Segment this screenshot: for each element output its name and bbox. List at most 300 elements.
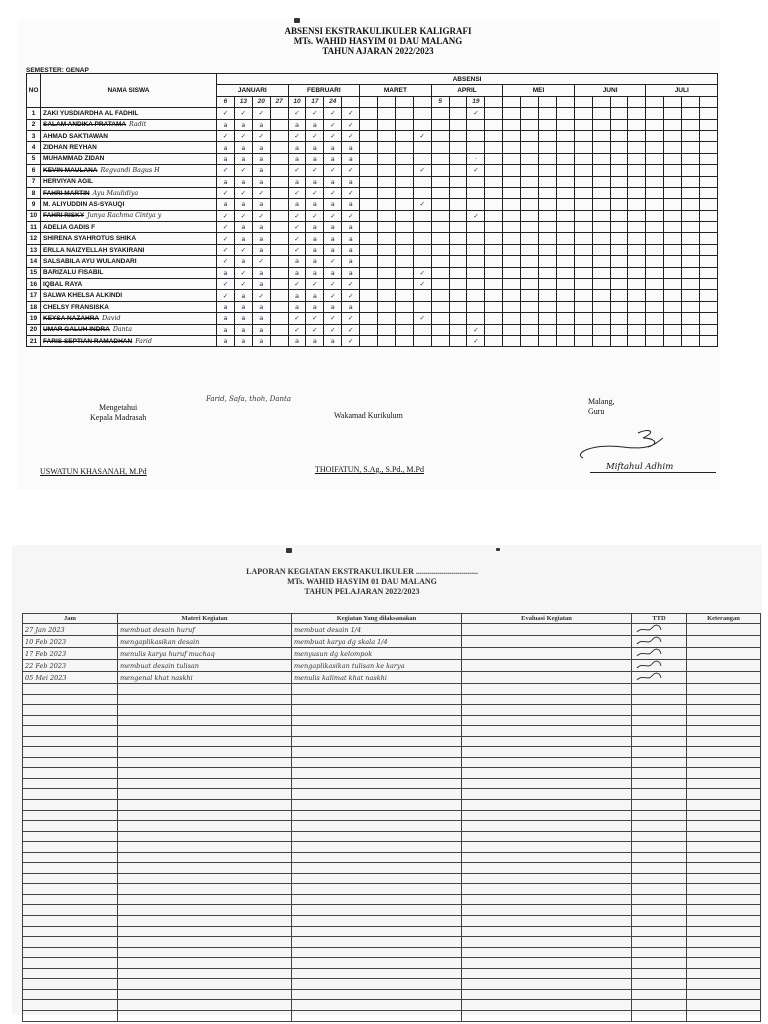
report-row <box>23 810 761 821</box>
attendance-mark <box>395 335 413 346</box>
attendance-mark <box>592 335 610 346</box>
signature-block-teacher <box>588 397 614 417</box>
report-evaluasi-cell <box>462 989 632 1000</box>
report-row <box>23 937 761 948</box>
attendance-mark <box>592 119 610 130</box>
attendance-mark <box>610 222 628 233</box>
report-ttd-cell <box>632 958 687 969</box>
report-evaluasi-cell <box>462 705 632 716</box>
report-row <box>23 715 761 726</box>
student-no: 16 <box>27 279 41 290</box>
attendance-mark <box>646 142 664 153</box>
attendance-mark <box>431 301 449 312</box>
student-name: KEVIN MAULANA <box>43 166 98 174</box>
attendance-mark: ✓ <box>217 233 235 244</box>
month-header: MARET <box>360 85 432 96</box>
principal-name: USWATUN KHASANAH, M.Pd <box>40 467 147 476</box>
attendance-mark: a <box>217 313 235 324</box>
attendance-mark <box>610 290 628 301</box>
attendance-mark <box>431 222 449 233</box>
attendance-mark: ✓ <box>342 279 360 290</box>
attendance-mark <box>682 279 700 290</box>
report-materi-cell <box>118 873 292 884</box>
report-row <box>23 1000 761 1011</box>
attendance-mark <box>700 108 718 119</box>
attendance-mark: a <box>252 324 270 335</box>
attendance-mark <box>574 256 592 267</box>
report-keterangan-cell <box>687 979 761 990</box>
attendance-mark <box>521 233 539 244</box>
attendance-mark <box>610 267 628 278</box>
attendance-mark <box>682 301 700 312</box>
acknowledged-label: Mengetahui <box>98 403 138 412</box>
attendance-mark: a <box>324 222 342 233</box>
date-cell: 19 <box>467 96 485 107</box>
replacement-name: Ayu Maulidiya <box>92 189 139 197</box>
report-evaluasi-cell <box>462 1010 632 1021</box>
attendance-mark <box>574 290 592 301</box>
report-keterangan-cell <box>687 757 761 768</box>
date-cell <box>628 96 646 107</box>
attendance-mark <box>449 313 467 324</box>
attendance-mark <box>610 313 628 324</box>
attendance-mark: a <box>306 153 324 164</box>
attendance-mark: ✓ <box>342 165 360 176</box>
attendance-mark <box>449 222 467 233</box>
attendance-mark <box>592 233 610 244</box>
attendance-mark <box>521 222 539 233</box>
attendance-mark <box>467 142 485 153</box>
attendance-mark <box>664 130 682 141</box>
attendance-mark: a <box>306 301 324 312</box>
report-year: TAHUN PELAJARAN 2022/2023 <box>304 587 420 596</box>
attendance-mark <box>646 199 664 210</box>
attendance-mark <box>413 187 431 198</box>
report-materi-cell <box>118 926 292 937</box>
attendance-mark <box>413 108 431 119</box>
attendance-mark <box>682 244 700 255</box>
attendance-mark <box>449 142 467 153</box>
attendance-mark <box>360 199 378 210</box>
attendance-mark <box>539 130 557 141</box>
report-row <box>23 979 761 990</box>
attendance-mark <box>503 256 521 267</box>
attendance-mark: a <box>324 176 342 187</box>
report-row <box>23 672 761 684</box>
attendance-mark: ✓ <box>288 130 306 141</box>
report-row <box>23 789 761 800</box>
attendance-mark: ✓ <box>306 279 324 290</box>
report-evaluasi-cell <box>462 852 632 863</box>
replacement-name: Danta <box>112 326 132 334</box>
attendance-mark <box>521 301 539 312</box>
attendance-mark: ✓ <box>288 108 306 119</box>
attendance-mark <box>503 142 521 153</box>
attendance-mark <box>360 267 378 278</box>
report-materi-cell <box>118 715 292 726</box>
student-name-cell <box>41 222 217 233</box>
report-ttd-cell <box>632 736 687 747</box>
attendance-mark: a <box>217 119 235 130</box>
attendance-mark <box>682 233 700 244</box>
attendance-mark <box>449 199 467 210</box>
attendance-mark <box>360 130 378 141</box>
attendance-mark <box>574 119 592 130</box>
attendance-mark <box>646 290 664 301</box>
student-no: 3 <box>27 130 41 141</box>
attendance-mark <box>682 222 700 233</box>
attendance-mark <box>485 222 503 233</box>
attendance-mark <box>270 210 288 221</box>
attendance-mark: a <box>288 335 306 346</box>
activity-report-sheet <box>12 545 762 1015</box>
attendance-mark <box>378 244 396 255</box>
attendance-mark <box>485 199 503 210</box>
report-keterangan-cell <box>687 705 761 716</box>
attendance-mark <box>556 199 574 210</box>
student-no: 5 <box>27 153 41 164</box>
date-cell: 27 <box>270 96 288 107</box>
report-row <box>23 831 761 842</box>
attendance-mark <box>664 267 682 278</box>
date-cell <box>503 96 521 107</box>
attendance-mark <box>521 324 539 335</box>
attendance-mark <box>610 199 628 210</box>
report-row <box>23 624 761 636</box>
attendance-mark <box>574 313 592 324</box>
report-kegiatan-cell <box>292 842 462 853</box>
student-name: ZAKI YUSDIARDHA AL FADHIL <box>43 109 139 117</box>
date-cell <box>574 96 592 107</box>
col-keterangan-header: Keterangan <box>687 614 761 624</box>
attendance-mark: a <box>234 153 252 164</box>
attendance-mark <box>413 301 431 312</box>
attendance-mark <box>485 301 503 312</box>
attendance-mark <box>628 187 646 198</box>
report-ttd-cell <box>632 863 687 874</box>
attendance-mark <box>485 313 503 324</box>
attendance-mark: a <box>342 301 360 312</box>
report-ttd-cell <box>632 873 687 884</box>
report-jam-cell <box>23 979 118 990</box>
attendance-mark <box>395 153 413 164</box>
report-kegiatan-cell <box>292 705 462 716</box>
attendance-mark <box>467 244 485 255</box>
attendance-mark <box>682 176 700 187</box>
attendance-mark <box>467 130 485 141</box>
report-materi-cell <box>118 768 292 779</box>
attendance-mark <box>431 290 449 301</box>
student-name: AHMAD SAKTIAWAN <box>43 132 108 140</box>
report-evaluasi-cell <box>462 884 632 895</box>
attendance-mark <box>360 324 378 335</box>
attendance-mark <box>628 130 646 141</box>
student-row <box>27 290 718 301</box>
student-no: 19 <box>27 313 41 324</box>
attendance-mark: a <box>217 199 235 210</box>
attendance-mark <box>431 313 449 324</box>
attendance-mark: a <box>217 142 235 153</box>
report-ttd-cell <box>632 1010 687 1021</box>
attendance-mark <box>628 222 646 233</box>
report-evaluasi-cell <box>462 660 632 672</box>
attendance-mark <box>270 119 288 130</box>
attendance-mark <box>700 142 718 153</box>
student-name: FAHRI MARTIN <box>43 189 90 197</box>
attendance-mark: a <box>288 301 306 312</box>
attendance-mark <box>413 290 431 301</box>
attendance-mark: ✓ <box>252 290 270 301</box>
attendance-mark: a <box>252 142 270 153</box>
attendance-mark: ✓ <box>306 313 324 324</box>
attendance-mark <box>700 222 718 233</box>
attendance-mark <box>467 279 485 290</box>
attendance-mark <box>646 256 664 267</box>
attendance-mark: ✓ <box>342 210 360 221</box>
attendance-mark: a <box>324 244 342 255</box>
attendance-mark: ✓ <box>324 290 342 301</box>
student-row <box>27 279 718 290</box>
student-no: 20 <box>27 324 41 335</box>
attendance-mark <box>449 301 467 312</box>
attendance-mark <box>700 279 718 290</box>
attendance-mark: a <box>306 142 324 153</box>
student-name: IQBAL RAYA <box>43 280 83 288</box>
attendance-mark <box>413 256 431 267</box>
attendance-mark <box>378 267 396 278</box>
attendance-mark <box>610 324 628 335</box>
report-keterangan-cell <box>687 905 761 916</box>
attendance-mark <box>646 267 664 278</box>
date-cell <box>485 96 503 107</box>
attendance-mark: ✓ <box>342 187 360 198</box>
report-ttd-cell <box>632 916 687 927</box>
attendance-mark <box>610 142 628 153</box>
attendance-mark <box>539 335 557 346</box>
attendance-mark: a <box>234 256 252 267</box>
attendance-mark <box>574 335 592 346</box>
student-row <box>27 267 718 278</box>
teacher-name: Miftahul Adhim <box>590 462 716 473</box>
report-kegiatan-cell: mengaplikasikan tulisan ke karya <box>292 660 462 672</box>
student-no: 6 <box>27 165 41 176</box>
report-materi-cell <box>118 884 292 895</box>
attendance-mark <box>574 222 592 233</box>
report-kegiatan-cell <box>292 768 462 779</box>
attendance-mark <box>664 119 682 130</box>
report-jam-cell <box>23 842 118 853</box>
attendance-mark <box>503 324 521 335</box>
report-keterangan-cell <box>687 726 761 737</box>
date-cell <box>610 96 628 107</box>
attendance-mark <box>682 335 700 346</box>
student-name: ADELIA GADIS F <box>43 223 96 231</box>
col-absensi-header: ABSENSI <box>217 74 718 85</box>
report-jam-cell <box>23 937 118 948</box>
report-keterangan-cell <box>687 648 761 660</box>
vice-curriculum-label: Wakamad Kurikulum <box>334 411 403 420</box>
attendance-mark: a <box>252 313 270 324</box>
attendance-mark <box>485 176 503 187</box>
attendance-mark <box>556 130 574 141</box>
attendance-mark <box>378 256 396 267</box>
report-materi-cell <box>118 757 292 768</box>
attendance-mark: a <box>234 335 252 346</box>
attendance-mark <box>610 244 628 255</box>
attendance-mark <box>556 290 574 301</box>
attendance-mark <box>592 290 610 301</box>
attendance-mark <box>360 142 378 153</box>
report-ttd-cell <box>632 726 687 737</box>
attendance-mark: ✓ <box>413 165 431 176</box>
attendance-mark <box>646 244 664 255</box>
attendance-mark <box>664 313 682 324</box>
attendance-mark <box>574 267 592 278</box>
attendance-mark <box>449 256 467 267</box>
report-row <box>23 800 761 811</box>
report-kegiatan-cell <box>292 958 462 969</box>
attendance-mark <box>628 108 646 119</box>
attendance-mark <box>664 256 682 267</box>
report-materi-cell: mengaplikasikan desain <box>118 636 292 648</box>
student-name: CHELSY FRANSISKA <box>43 303 109 311</box>
attendance-mark <box>574 199 592 210</box>
teacher-label: Guru <box>588 407 605 416</box>
attendance-mark <box>503 222 521 233</box>
month-header: JUNI <box>574 85 646 96</box>
attendance-mark <box>467 256 485 267</box>
report-materi-cell <box>118 831 292 842</box>
month-header: JANUARI <box>217 85 289 96</box>
report-materi-cell <box>118 747 292 758</box>
attendance-mark <box>467 119 485 130</box>
student-name-cell <box>41 267 217 278</box>
scan-mark <box>286 548 292 553</box>
attendance-mark <box>646 119 664 130</box>
attendance-mark <box>431 108 449 119</box>
report-kegiatan-cell <box>292 747 462 758</box>
report-row <box>23 648 761 660</box>
attendance-mark <box>521 119 539 130</box>
attendance-mark <box>485 279 503 290</box>
student-name: BARIZALU FISABIL <box>43 269 104 277</box>
attendance-mark <box>378 335 396 346</box>
report-evaluasi-cell <box>462 778 632 789</box>
report-kegiatan-cell <box>292 1010 462 1021</box>
report-evaluasi-cell <box>462 937 632 948</box>
student-name-cell <box>41 244 217 255</box>
attendance-mark: a <box>234 233 252 244</box>
date-cell <box>664 96 682 107</box>
student-row <box>27 233 718 244</box>
attendance-mark <box>503 199 521 210</box>
attendance-mark <box>395 108 413 119</box>
attendance-mark <box>521 142 539 153</box>
attendance-mark: ✓ <box>306 130 324 141</box>
attendance-mark: a <box>217 301 235 312</box>
student-name-cell <box>41 233 217 244</box>
date-cell: 17 <box>306 96 324 107</box>
report-evaluasi-cell <box>462 926 632 937</box>
attendance-mark <box>449 108 467 119</box>
student-name-cell <box>41 153 217 164</box>
month-header: FEBRUARI <box>288 85 360 96</box>
attendance-mark: a <box>342 153 360 164</box>
attendance-mark <box>700 153 718 164</box>
report-keterangan-cell <box>687 747 761 758</box>
report-ttd-cell <box>632 660 687 672</box>
attendance-mark: a <box>324 142 342 153</box>
report-kegiatan-cell <box>292 757 462 768</box>
attendance-mark <box>467 222 485 233</box>
report-keterangan-cell <box>687 916 761 927</box>
attendance-mark <box>592 142 610 153</box>
attendance-mark <box>485 130 503 141</box>
attendance-mark: ✓ <box>306 165 324 176</box>
date-cell <box>539 96 557 107</box>
attendance-mark <box>431 335 449 346</box>
attendance-mark <box>395 210 413 221</box>
report-evaluasi-cell <box>462 905 632 916</box>
attendance-mark <box>270 290 288 301</box>
report-row <box>23 852 761 863</box>
report-ttd-cell <box>632 636 687 648</box>
attendance-mark: ✓ <box>467 335 485 346</box>
attendance-mark: ✓ <box>217 244 235 255</box>
attendance-mark: a <box>217 267 235 278</box>
attendance-mark: a <box>342 142 360 153</box>
attendance-mark: ✓ <box>217 108 235 119</box>
attendance-mark <box>378 176 396 187</box>
attendance-mark <box>521 210 539 221</box>
attendance-mark <box>556 210 574 221</box>
attendance-mark <box>556 108 574 119</box>
attendance-mark <box>378 313 396 324</box>
student-name: M. ALIYUDDIN AS-SYAUQI <box>43 200 125 208</box>
student-name-cell <box>41 335 217 346</box>
attendance-mark <box>574 233 592 244</box>
attendance-mark <box>628 290 646 301</box>
attendance-mark <box>521 153 539 164</box>
attendance-mark <box>646 279 664 290</box>
report-ttd-cell <box>632 705 687 716</box>
attendance-mark: a <box>324 153 342 164</box>
report-kegiatan-cell <box>292 789 462 800</box>
report-jam-cell <box>23 778 118 789</box>
attendance-mark <box>360 108 378 119</box>
replacement-name: Junya Rachma Cintya y <box>87 212 162 220</box>
attendance-mark <box>539 267 557 278</box>
attendance-mark <box>431 244 449 255</box>
signature-scribble <box>634 624 664 633</box>
attendance-mark <box>503 210 521 221</box>
report-row <box>23 884 761 895</box>
report-jam-cell <box>23 884 118 895</box>
attendance-mark <box>360 119 378 130</box>
attendance-mark <box>360 335 378 346</box>
attendance-mark <box>521 108 539 119</box>
attendance-mark <box>270 256 288 267</box>
student-no: 14 <box>27 256 41 267</box>
attendance-mark <box>592 279 610 290</box>
report-kegiatan-cell <box>292 736 462 747</box>
report-ttd-cell <box>632 684 687 695</box>
report-evaluasi-cell <box>462 624 632 636</box>
report-keterangan-cell <box>687 800 761 811</box>
student-name: ERLLA NAIZYELLAH SYAKIRANI <box>43 246 145 254</box>
attendance-mark <box>395 233 413 244</box>
attendance-mark <box>700 256 718 267</box>
